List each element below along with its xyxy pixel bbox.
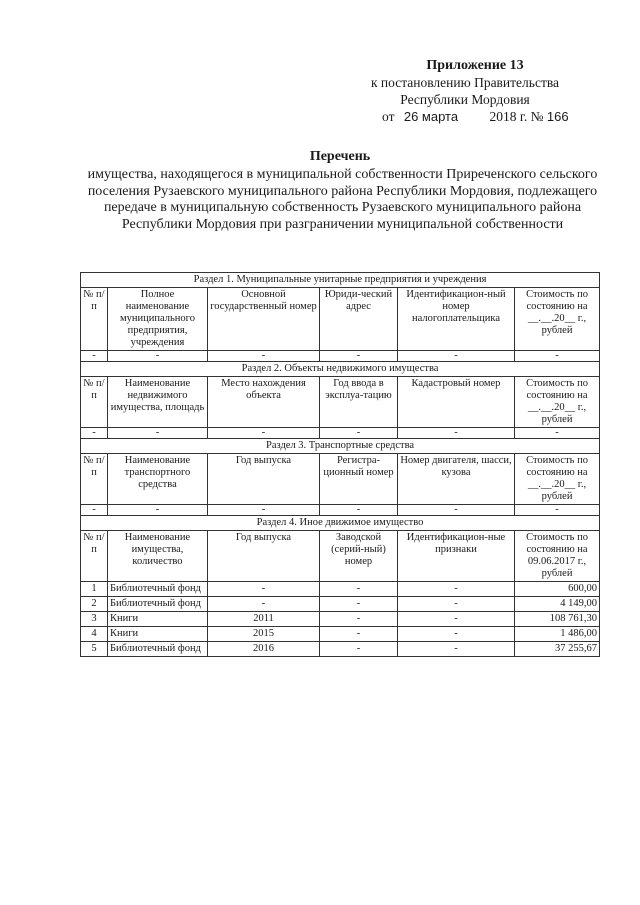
column-header: Кадастровый номер: [398, 377, 515, 428]
appendix-line-2: Республики Мордовия: [400, 92, 530, 107]
column-header: № п/п: [81, 454, 108, 505]
table-cell: 600,00: [515, 582, 600, 597]
header-row: [81, 377, 600, 428]
table-cell: -: [320, 597, 398, 612]
table-cell: 2016: [208, 642, 320, 657]
document-subtitle: имущества, находящегося в муниципальной собственности Приреченского сельского поселения Рузаевского муниципального района Республики Мордовия, подлежащего передаче в муниципальную собственность Рузаевского муниципального района Республики Мордовия при разграничении муниципальной собственности: [87, 167, 598, 232]
table-row: [81, 582, 600, 597]
table-cell: -: [81, 505, 108, 516]
table-cell: -: [398, 627, 515, 642]
date-prefix: от: [382, 109, 395, 124]
column-header: № п/п: [81, 531, 108, 582]
table-cell: 2: [81, 597, 108, 612]
column-header: Год выпуска: [208, 454, 320, 505]
table-cell: Книги: [108, 612, 208, 627]
column-header: Наименование недвижимого имущества, площадь: [108, 377, 208, 428]
table-row: [81, 351, 600, 362]
table-cell: 37 255,67: [515, 642, 600, 657]
column-header: Заводской (серий-ный) номер: [320, 531, 398, 582]
table-cell: -: [81, 351, 108, 362]
section-title-row: [81, 273, 600, 288]
header-row: [81, 531, 600, 582]
table-cell: 108 761,30: [515, 612, 600, 627]
column-header: Стоимость по состоянию на __.__.20__ г., рублей: [515, 377, 600, 428]
table-cell: 5: [81, 642, 108, 657]
table-row: [81, 612, 600, 627]
table-cell: -: [208, 428, 320, 439]
table-cell: Книги: [108, 627, 208, 642]
table-cell: 4: [81, 627, 108, 642]
section-title: Раздел 1. Муниципальные унитарные предприятия и учреждения: [81, 273, 600, 288]
table-cell: -: [398, 428, 515, 439]
table-cell: -: [398, 351, 515, 362]
document-number: 166: [546, 109, 569, 124]
column-header: Идентификацион-ный номер налогоплательщика: [398, 288, 515, 351]
column-header: Стоимость по состоянию на __.__.20__ г., рублей: [515, 454, 600, 505]
column-header: Стоимость по состоянию на __.__.20__ г., рублей: [515, 288, 600, 351]
column-header: Номер двигателя, шасси, кузова: [398, 454, 515, 505]
table-cell: -: [320, 505, 398, 516]
table-cell: -: [398, 505, 515, 516]
property-table-body: [81, 273, 600, 657]
table-cell: -: [108, 505, 208, 516]
table-cell: -: [398, 597, 515, 612]
section-title: Раздел 4. Иное движимое имущество: [81, 516, 600, 531]
table-cell: -: [515, 351, 600, 362]
column-header: Наименование имущества, количество: [108, 531, 208, 582]
table-cell: -: [515, 428, 600, 439]
column-header: Наименование транспортного средства: [108, 454, 208, 505]
column-header: Место нахождения объекта: [208, 377, 320, 428]
table-cell: -: [108, 428, 208, 439]
appendix-date-line: [330, 108, 600, 125]
table-row: [81, 627, 600, 642]
table-cell: -: [320, 428, 398, 439]
table-row: [81, 642, 600, 657]
table-cell: -: [108, 351, 208, 362]
document-title: Перечень: [309, 149, 371, 164]
appendix-header: [330, 57, 600, 125]
table-cell: -: [515, 505, 600, 516]
table-cell: 4 149,00: [515, 597, 600, 612]
column-header: Год выпуска: [208, 531, 320, 582]
table-cell: -: [320, 612, 398, 627]
table-cell: 2015: [208, 627, 320, 642]
table-cell: -: [398, 582, 515, 597]
table-cell: Библиотечный фонд: [108, 582, 208, 597]
section-title: Раздел 3. Транспортные средства: [81, 439, 600, 454]
table-cell: -: [320, 627, 398, 642]
date-year: 2018 г. №: [489, 109, 544, 124]
table-cell: -: [81, 428, 108, 439]
table-row: [81, 597, 600, 612]
table-cell: Библиотечный фонд: [108, 642, 208, 657]
table-cell: -: [208, 505, 320, 516]
column-header: № п/п: [81, 377, 108, 428]
table-cell: -: [208, 582, 320, 597]
section-title: Раздел 2. Объекты недвижимого имущества: [81, 362, 600, 377]
column-header: № п/п: [81, 288, 108, 351]
property-table: [80, 272, 600, 657]
column-header: Полное наименование муниципального предприятия, учреждения: [108, 288, 208, 351]
table-row: [81, 428, 600, 439]
header-row: [81, 288, 600, 351]
table-row: [81, 505, 600, 516]
column-header: Юриди-ческий адрес: [320, 288, 398, 351]
table-cell: 3: [81, 612, 108, 627]
table-cell: -: [320, 642, 398, 657]
header-row: [81, 454, 600, 505]
table-cell: 1 486,00: [515, 627, 600, 642]
column-header: Регистра-ционный номер: [320, 454, 398, 505]
table-cell: -: [320, 582, 398, 597]
column-header: Идентификацион-ные признаки: [398, 531, 515, 582]
table-cell: -: [208, 597, 320, 612]
section-title-row: [81, 516, 600, 531]
appendix-line-1: к постановлению Правительства: [370, 75, 560, 90]
table-cell: -: [320, 351, 398, 362]
appendix-title: Приложение 13: [426, 58, 524, 73]
table-cell: -: [398, 642, 515, 657]
column-header: Год ввода в эксплуа-тацию: [320, 377, 398, 428]
table-cell: -: [398, 612, 515, 627]
date-day: 26 марта: [403, 109, 459, 124]
section-title-row: [81, 439, 600, 454]
table-cell: Библиотечный фонд: [108, 597, 208, 612]
column-header: Основной государственный номер: [208, 288, 320, 351]
section-title-row: [81, 362, 600, 377]
table-cell: 2011: [208, 612, 320, 627]
table-cell: -: [208, 351, 320, 362]
table-cell: 1: [81, 582, 108, 597]
column-header: Стоимость по состоянию на 09.06.2017 г., рублей: [515, 531, 600, 582]
